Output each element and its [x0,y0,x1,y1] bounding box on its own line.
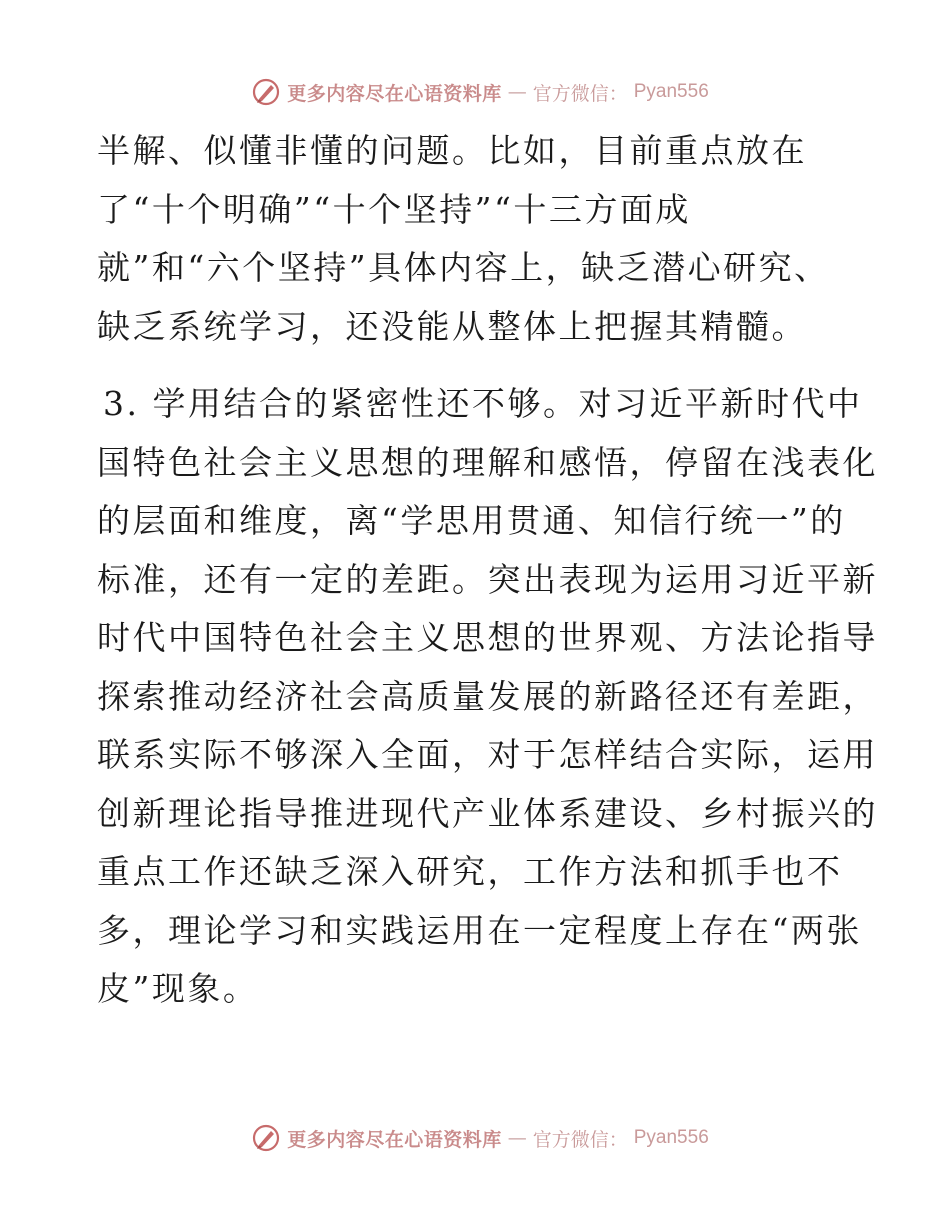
watermark-label: 官方微信： [532,82,628,105]
text-line: 3. 学用结合的紧密性还不够。对习近平新时代中 [103,384,863,423]
text-line: 的层面和维度，离“学思用贯通、知信行统一”的 [97,501,846,540]
text-line: 多，理论学习和实践运用在一定程度上存在“两张 [97,910,862,950]
text-line: 联系实际不够深入全面，对于怎样结合实际，运用 [97,735,878,774]
watermark-separator: — [507,81,527,103]
text-line: 标准，还有一定的差距。突出表现为运用习近平新 [97,559,878,599]
text-line: 国特色社会主义思想的理解和感悟，停留在浅表化 [97,442,878,482]
watermark-text: 更多内容尽在心语资料库 [287,1128,502,1151]
pen-circle-logo-icon [251,1123,281,1153]
text-line: 半解、似懂非懂的问题。比如，目前重点放在 [97,131,807,170]
watermark-label: 官方微信： [532,1128,628,1151]
watermark-text: 更多内容尽在心语资料库 [287,82,502,105]
footer-watermark [0,1118,950,1158]
text-line: 重点工作还缺乏深入研究，工作方法和抓手也不 [97,852,843,891]
paragraph-1 [97,122,857,356]
watermark-content [251,1123,709,1153]
watermark-account: Pyan556 [633,1127,709,1148]
pen-circle-logo-icon [251,77,281,107]
text-line: 缺乏系统学习，还没能从整体上把握其精髓。 [97,306,807,346]
document-body [97,122,878,1019]
watermark-content [251,77,709,107]
text-line: 了“十个明确”“十个坚持”“十三方面成 [97,189,691,229]
text-line: 时代中国特色社会主义思想的世界观、方法论指导 [97,618,878,657]
text-line: 皮”现象。 [97,969,259,1008]
watermark-account: Pyan556 [633,81,709,102]
paragraph-2 [97,375,878,1019]
header-watermark [0,72,950,112]
watermark-separator: — [507,1127,527,1149]
text-line: 创新理论指导推进现代产业体系建设、乡村振兴的 [97,793,878,833]
text-line: 就”和“六个坚持”具体内容上，缺乏潜心研究、 [97,248,830,287]
text-line: 探索推动经济社会高质量发展的新路径还有差距， [97,676,878,716]
